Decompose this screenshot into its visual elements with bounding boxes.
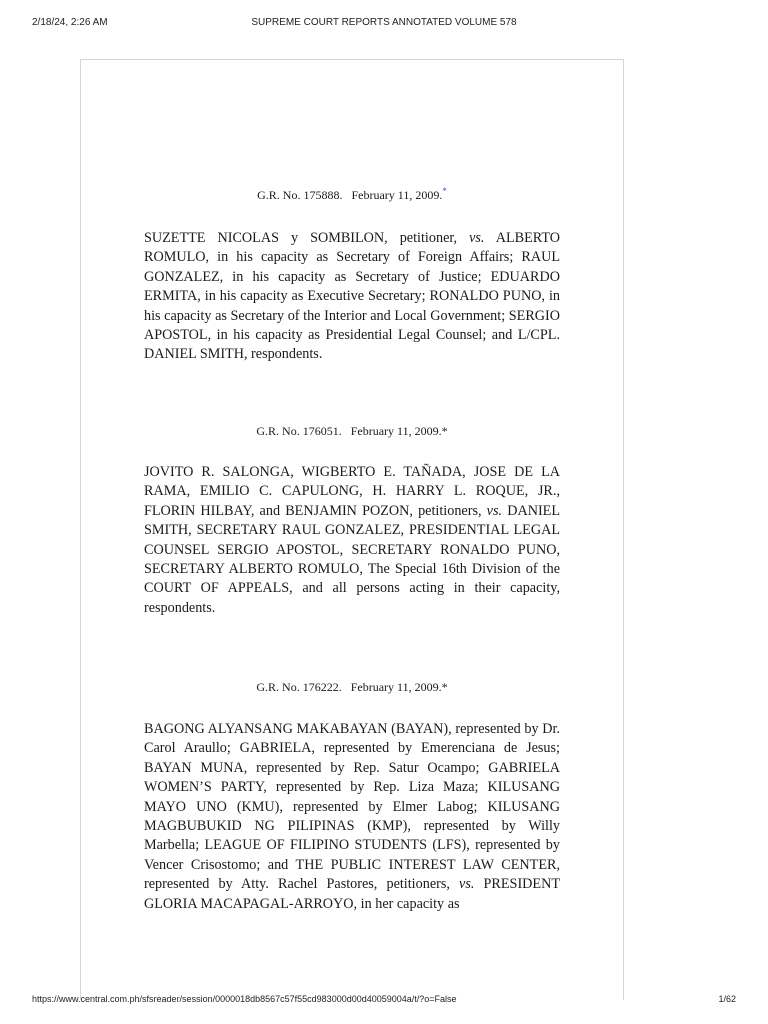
case-parties: JOVITO R. SALONGA, WIGBERTO E. TAÑADA, JOSE DE LA RAMA, EMILIO C. CAPULONG, H. HARRY L. ROQUE, JR., FLORIN HILBAY, and BENJAMIN POZON, petitioners, vs. DANIEL SMITH, SECRETARY RAUL GONZALEZ, PRESIDENTIAL LEGAL COUNSEL SERGIO APOSTOL, SECRETARY RONALDO PUNO, SECRETARY ALBERTO ROMULO, The Special 16th Division of the COURT OF APPEALS, and all persons acting in their capacity, respondents. xyxy=(144,464,560,616)
print-footer xyxy=(0,994,768,1010)
document-page xyxy=(80,59,624,1000)
print-timestamp: 2/18/24, 2:26 AM xyxy=(32,17,108,28)
case-heading xyxy=(144,188,560,203)
page-counter: 1/62 xyxy=(718,994,736,1004)
case-number: G.R. No. 176051. xyxy=(256,424,342,438)
print-title: SUPREME COURT REPORTS ANNOTATED VOLUME 578 xyxy=(251,17,517,28)
case-heading xyxy=(144,424,560,439)
print-header xyxy=(0,17,768,33)
case-heading xyxy=(144,680,560,695)
case-number: G.R. No. 175888. xyxy=(257,188,343,202)
print-url: https://www.central.com.ph/sfsreader/session/0000018db8567c57f55cd983000d00d40059004a/t/?o=False xyxy=(32,994,457,1004)
case-parties: SUZETTE NICOLAS y SOMBILON, petitioner, vs. ALBERTO ROMULO, in his capacity as Secretary of Foreign Affairs; RAUL GONZALEZ, in his capacity as Secretary of Justice; EDUARDO ERMITA, in his capacity as Executive Secretary; RONALDO PUNO, in his capacity as Secretary of the Interior and Local Government; SERGIO APOSTOL, in his capacity as Presidential Legal Counsel; and L/CPL. DANIEL SMITH, respondents. xyxy=(144,230,561,363)
case-number: G.R. No. 176222. xyxy=(256,680,342,694)
footnote-link[interactable]: * xyxy=(442,186,447,196)
case-parties: BAGONG ALYANSANG MAKABAYAN (BAYAN), represented by Dr. Carol Araullo; GABRIELA, represented by Emerenciana de Jesus; BAYAN MUNA, represented by Rep. Satur Ocampo; GABRIELA WOMEN’S PARTY, represented by Rep. Liza Maza; KILUSANG MAYO UNO (KMU), represented by Elmer Labog; KILUSANG MAGBUBUKID NG PILIPINAS (KMP), represented by Willy Marbella; LEAGUE OF FILIPINO STUDENTS (LFS), represented by Vencer Crisostomo; and THE PUBLIC INTEREST LAW CENTER, represented by Atty. Rachel Pastores, petitioners, vs. PRESIDENT GLORIA MACAPAGAL-ARROYO, in her capacity as xyxy=(144,721,560,912)
case-date: February 11, 2009.* xyxy=(350,680,448,694)
case-date: February 11, 2009.* xyxy=(350,424,448,438)
case-date: February 11, 2009. xyxy=(351,188,443,202)
